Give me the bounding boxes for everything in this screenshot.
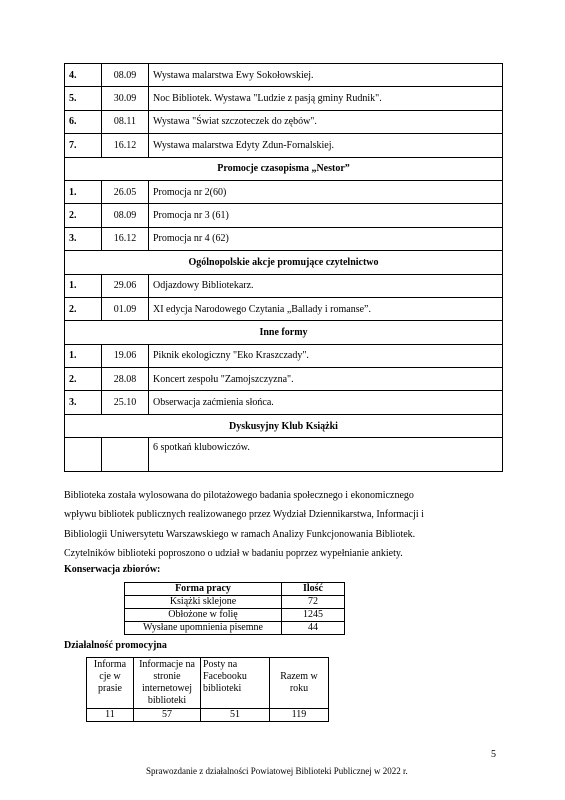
- row-date: 29.06: [102, 274, 149, 297]
- row-description: Wystawa malarstwa Ewy Sokołowskiej.: [149, 64, 503, 87]
- table-row: [65, 344, 503, 367]
- header-line: internetowej: [142, 683, 192, 694]
- row-date: 30.09: [102, 87, 149, 110]
- row-description: Piknik ekologiczny "Eko Kraszczady".: [149, 344, 503, 367]
- cell-form: Wysłane upomnienia pisemne: [125, 622, 282, 635]
- cell-qty: 1245: [282, 609, 345, 622]
- row-description: Wystawa "Świat szczoteczek do zębów".: [149, 110, 503, 133]
- section-title-other: Inne formy: [65, 321, 503, 344]
- table-header-row: [87, 658, 329, 709]
- table-row: [87, 709, 329, 722]
- paragraph-line: Bibliologii Uniwersytetu Warszawskiego w ramach Analizy Funkcjonowania Bibliotek.: [64, 528, 416, 540]
- table-row: [65, 391, 503, 414]
- row-date: 08.09: [102, 204, 149, 227]
- page-footer: Sprawozdanie z działalności Powiatowej Biblioteki Publicznej w 2022 r.: [146, 766, 408, 776]
- row-number: 4.: [65, 64, 102, 87]
- table-row: [65, 204, 503, 227]
- cell-press: 11: [87, 709, 134, 722]
- row-number: 1.: [65, 274, 102, 297]
- cell-qty: 72: [282, 596, 345, 609]
- row-number: 7.: [65, 134, 102, 157]
- table-row: [125, 609, 345, 622]
- table-row: [65, 110, 503, 133]
- row-number: 3.: [65, 227, 102, 250]
- table-row: [125, 622, 345, 635]
- table-row: [65, 438, 503, 472]
- row-date: 16.12: [102, 227, 149, 250]
- row-description: Promocja nr 3 (61): [149, 204, 503, 227]
- row-description: Koncert zespołu "Zamojszczyzna".: [149, 368, 503, 391]
- table-row: [65, 180, 503, 203]
- conservation-table: [124, 582, 345, 635]
- section-header-row: [65, 321, 503, 344]
- row-description: Wystawa malarstwa Edyty Zdun-Fornalskiej.: [149, 134, 503, 157]
- row-description: Promocja nr 2(60): [149, 180, 503, 203]
- table-row: [65, 227, 503, 250]
- row-number: 6.: [65, 110, 102, 133]
- row-number: 1.: [65, 344, 102, 367]
- row-date: [102, 438, 149, 472]
- row-date: 08.11: [102, 110, 149, 133]
- header-line: Posty na: [203, 659, 238, 670]
- row-date: 16.12: [102, 134, 149, 157]
- cell-form: Obłożone w folię: [125, 609, 282, 622]
- row-date: 19.06: [102, 344, 149, 367]
- table-row: [65, 134, 503, 157]
- header-line: cje w: [99, 671, 121, 682]
- row-date: 25.10: [102, 391, 149, 414]
- section-title-club: Dyskusyjny Klub Książki: [65, 414, 503, 437]
- row-number: [65, 438, 102, 472]
- header-line: stronie: [153, 671, 181, 682]
- header-line: Razem w: [280, 671, 318, 682]
- promotion-table: [86, 657, 329, 722]
- section-title-actions: Ogólnopolskie akcje promujące czytelnictwo: [65, 251, 503, 274]
- paragraph-line: Biblioteka została wylosowana do pilotażowego badania społecznego i ekonomicznego: [64, 490, 414, 501]
- row-number: 2.: [65, 204, 102, 227]
- column-header-press: [87, 658, 134, 709]
- row-number: 3.: [65, 391, 102, 414]
- row-date: 01.09: [102, 297, 149, 320]
- column-header-total: [270, 658, 329, 709]
- cell-qty: 44: [282, 622, 345, 635]
- row-date: 26.05: [102, 180, 149, 203]
- column-header-website: [134, 658, 201, 709]
- research-paragraph: [64, 486, 503, 563]
- table-header-row: [125, 583, 345, 596]
- cell-facebook: 51: [201, 709, 270, 722]
- table-row: [65, 368, 503, 391]
- table-row: [65, 87, 503, 110]
- cell-website: 57: [134, 709, 201, 722]
- cell-form: Książki sklejone: [125, 596, 282, 609]
- table-row: [65, 274, 503, 297]
- header-line: prasie: [98, 683, 122, 694]
- row-description: Promocja nr 4 (62): [149, 227, 503, 250]
- column-header-facebook: [201, 658, 270, 709]
- table-row: [65, 297, 503, 320]
- row-date: 28.08: [102, 368, 149, 391]
- promotion-heading: Działalność promocyjna: [64, 640, 167, 651]
- paragraph-line: wpływu bibliotek publicznych realizowanego przez Wydział Dziennikarstwa, Informacji i: [64, 509, 424, 521]
- column-header-form: Forma pracy: [125, 583, 282, 596]
- row-description: 6 spotkań klubowiczów.: [149, 438, 503, 472]
- row-description: Odjazdowy Bibliotekarz.: [149, 274, 503, 297]
- row-number: 1.: [65, 180, 102, 203]
- events-table: [64, 63, 503, 472]
- page-number: 5: [491, 749, 496, 760]
- header-line: biblioteki: [203, 683, 242, 694]
- row-number: 2.: [65, 368, 102, 391]
- table-row: [65, 64, 503, 87]
- row-date: 08.09: [102, 64, 149, 87]
- row-number: 5.: [65, 87, 102, 110]
- section-title-nestor: Promocje czasopisma „Nestor”: [65, 157, 503, 180]
- conservation-heading: Konserwacja zbiorów:: [64, 564, 161, 575]
- table-row: [125, 596, 345, 609]
- paragraph-line: Czytelników biblioteki poproszono o udział w badaniu poprzez wypełnianie ankiety.: [64, 547, 403, 559]
- cell-total: 119: [270, 709, 329, 722]
- section-header-row: [65, 157, 503, 180]
- row-description: Noc Bibliotek. Wystawa "Ludzie z pasją gminy Rudnik".: [149, 87, 503, 110]
- header-line: Informacje na: [139, 659, 195, 670]
- row-number: 2.: [65, 297, 102, 320]
- row-description: Obserwacja zaćmienia słońca.: [149, 391, 503, 414]
- column-header-qty: Ilość: [282, 583, 345, 596]
- section-header-row: [65, 251, 503, 274]
- header-line: Informa: [93, 659, 127, 670]
- header-line: roku: [289, 683, 309, 694]
- header-line: Facebooku: [203, 671, 247, 682]
- row-description: XI edycja Narodowego Czytania „Ballady i romanse”.: [149, 297, 503, 320]
- header-line: biblioteki: [147, 695, 187, 706]
- section-header-row: [65, 414, 503, 437]
